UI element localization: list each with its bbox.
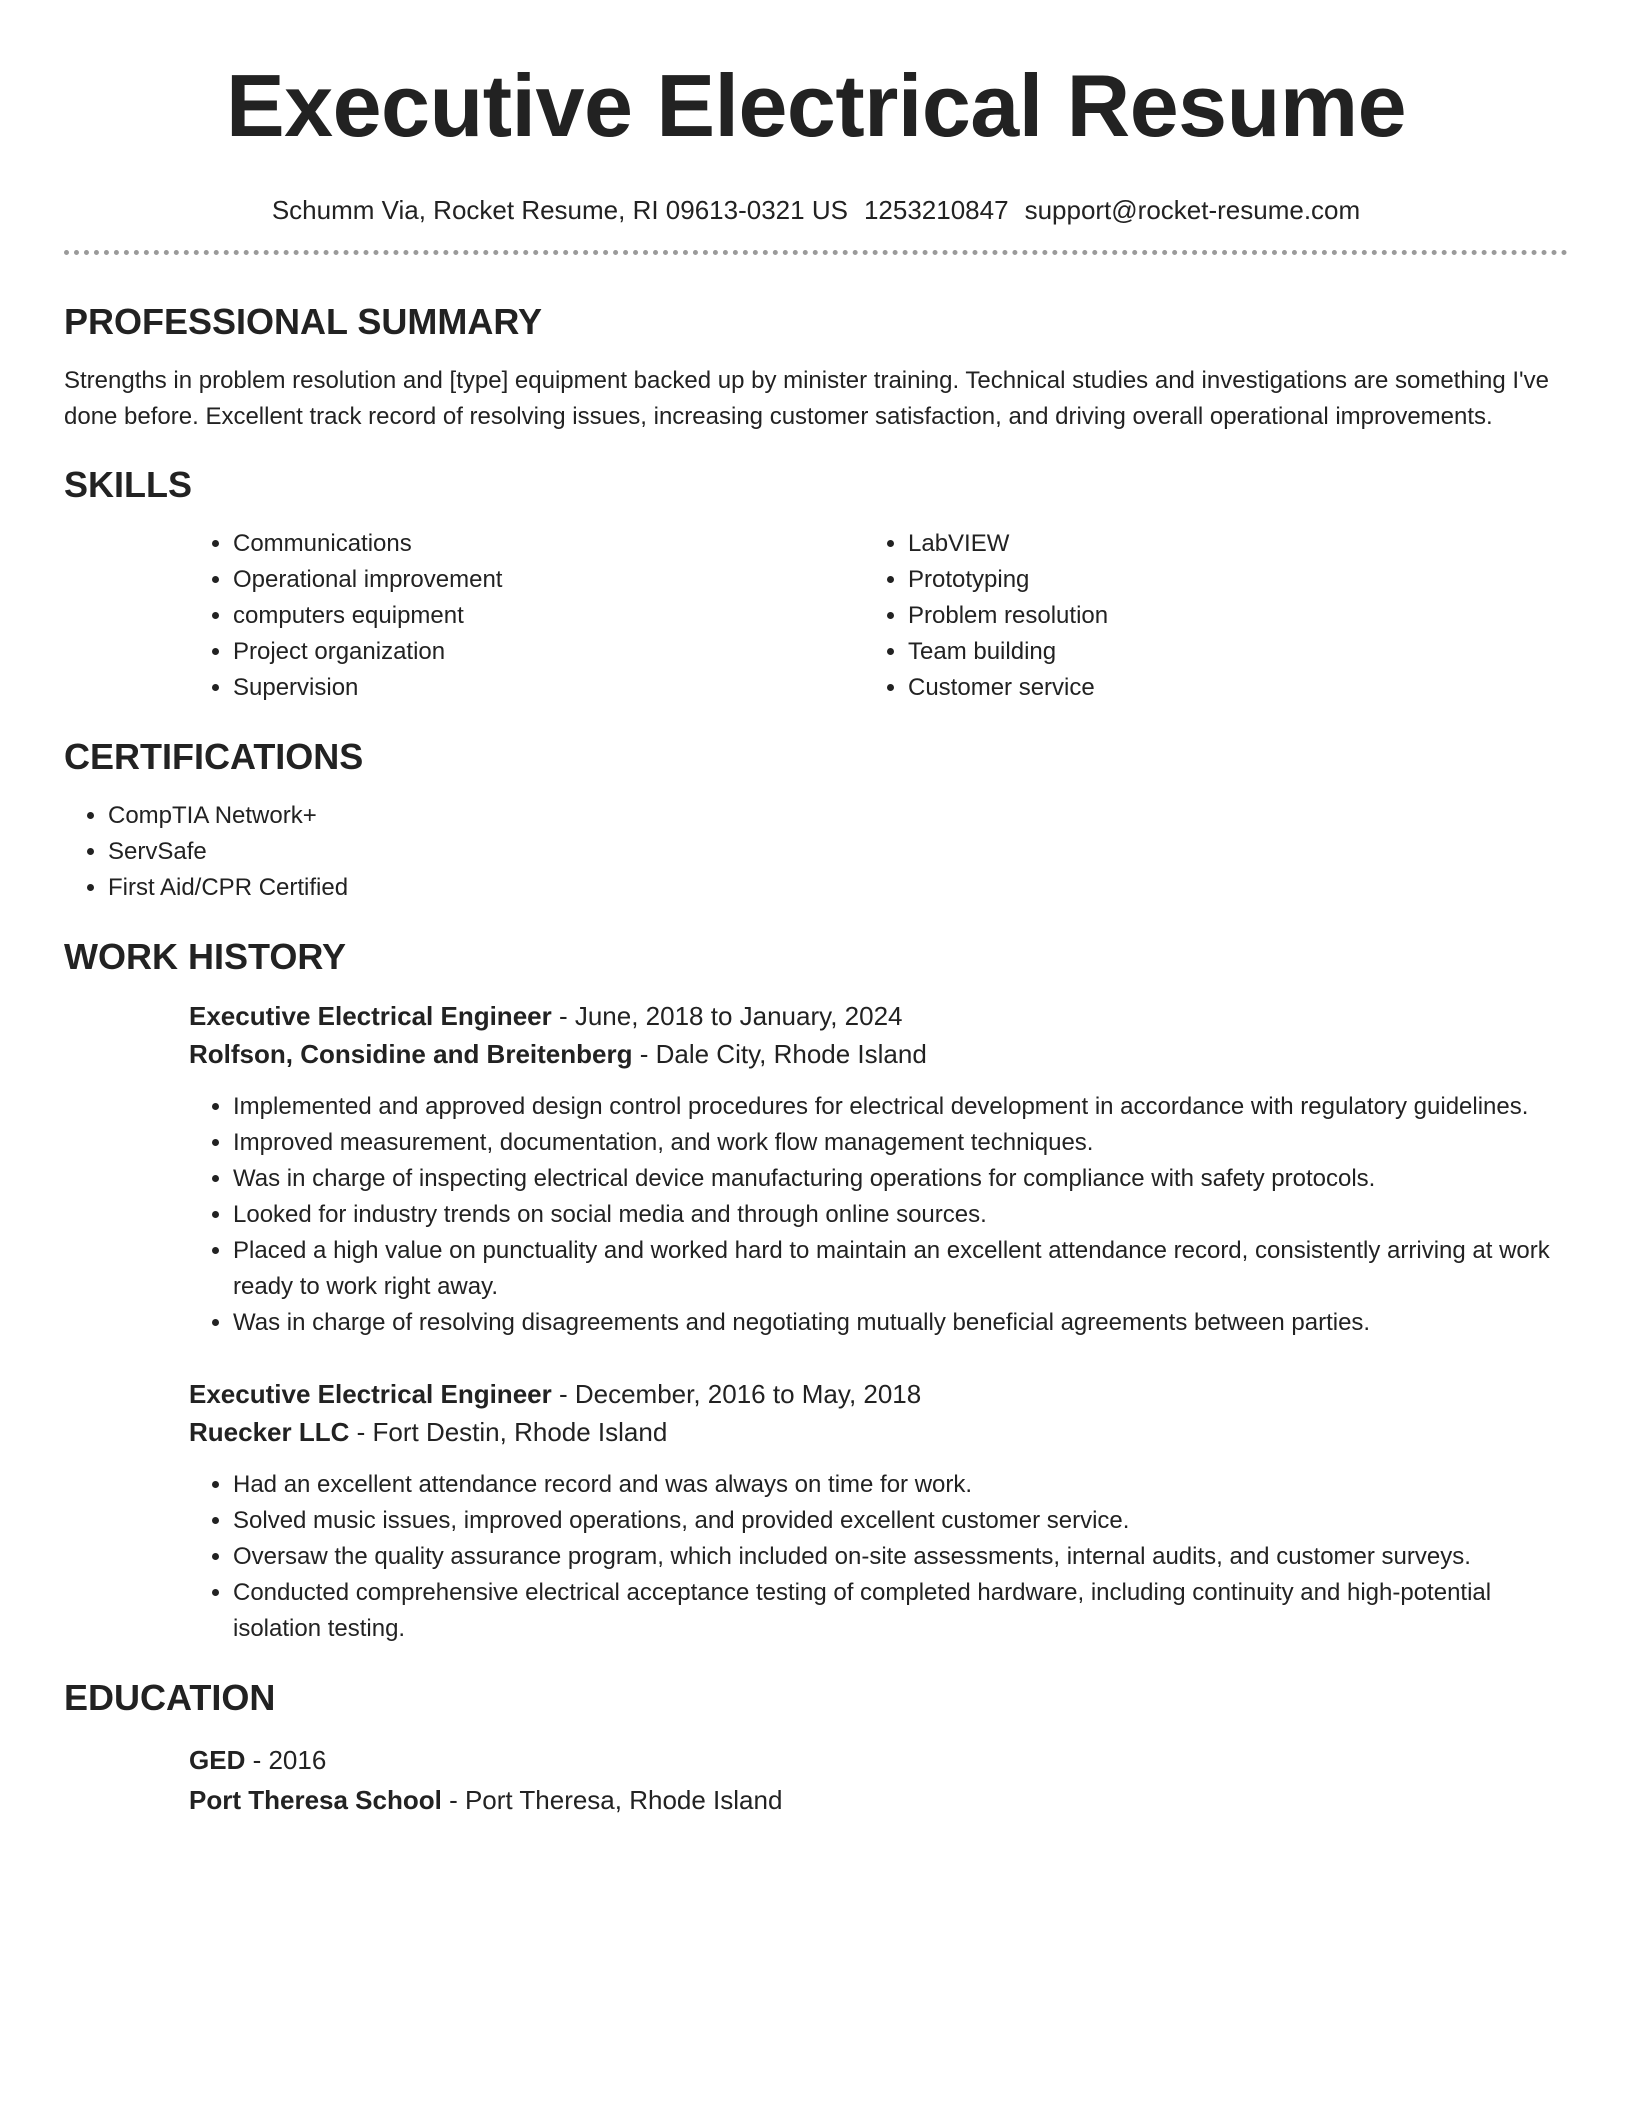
contact-phone: 1253210847 [863, 195, 1009, 225]
education-location: - Port Theresa, Rhode Island [441, 1785, 783, 1815]
certification-item: • ServSafe [108, 834, 1568, 870]
skills-heading: SKILLS [64, 464, 193, 505]
certification-item: • First Aid/CPR Certified [108, 870, 1568, 906]
skills-list-right [864, 526, 1539, 706]
job-duties-list [189, 1467, 1568, 1647]
job-duty-item: • Had an excellent attendance record and was always on time for work. [233, 1467, 1568, 1503]
job-title-line [189, 1375, 1568, 1413]
header-divider [64, 250, 1568, 255]
job-duty-item: • Placed a high value on punctuality and worked hard to maintain an excellent attendance record, consistently arriving at work ready to work right away. [233, 1233, 1568, 1305]
job-title-line [189, 997, 1568, 1035]
job-duty-item: • Conducted comprehensive electrical acceptance testing of completed hardware, including continuity and high-potential isolation testing. [233, 1575, 1568, 1647]
job-title: Executive Electrical Engineer [189, 1001, 552, 1031]
job-duty-item: • Was in charge of resolving disagreements and negotiating mutually beneficial agreements between parties. [233, 1305, 1568, 1341]
job-duty-item: • Looked for industry trends on social media and through online sources. [233, 1197, 1568, 1233]
job-location: - Fort Destin, Rhode Island [349, 1417, 668, 1447]
skills-grid [189, 526, 1568, 706]
job-location: - Dale City, Rhode Island [632, 1039, 927, 1069]
certification-item: • CompTIA Network+ [108, 798, 1568, 834]
contact-email: support@rocket-resume.com [1024, 195, 1361, 225]
education-school-line [189, 1780, 1568, 1820]
summary-section [64, 300, 1568, 435]
education-entry [189, 1740, 1568, 1820]
job-duty-item: • Oversaw the quality assurance program, which included on-site assessments, internal audits, and customer surveys. [233, 1539, 1568, 1575]
summary-text: Strengths in problem resolution and [type] equipment backed up by minister training. Technical studies and investigations are something I've done before. Excellent track record of resolving issues, increasing customer satisfaction, and driving overall operational improvements. [64, 367, 1549, 430]
job-duty-item: • Solved music issues, improved operations, and provided excellent customer service. [233, 1503, 1568, 1539]
job-company-line [189, 1413, 1568, 1451]
education-section [64, 1676, 1568, 1820]
job-company: Rolfson, Considine and Breitenberg [189, 1039, 633, 1069]
work-history-heading: WORK HISTORY [64, 936, 347, 977]
skill-item: • Customer service [908, 670, 1539, 706]
job-dates: - June, 2018 to January, 2024 [551, 1001, 903, 1031]
skill-item: • Supervision [233, 670, 864, 706]
certifications-section [64, 735, 1568, 906]
job-entry [189, 1375, 1568, 1647]
skill-item: • LabVIEW [908, 526, 1539, 562]
skill-item: • Operational improvement [233, 562, 864, 598]
work-history-section [64, 935, 1568, 1647]
skill-item: • Team building [908, 634, 1539, 670]
skills-section [64, 463, 1568, 706]
job-company: Ruecker LLC [189, 1417, 350, 1447]
education-degree: GED [189, 1745, 246, 1775]
job-duties-list [189, 1089, 1568, 1341]
job-company-line [189, 1035, 1568, 1073]
job-duty-item: • Improved measurement, documentation, and work flow management techniques. [233, 1125, 1568, 1161]
education-degree-line [189, 1740, 1568, 1780]
skill-item: • Problem resolution [908, 598, 1539, 634]
job-dates: - December, 2016 to May, 2018 [551, 1379, 922, 1409]
certifications-heading: CERTIFICATIONS [64, 736, 364, 777]
skills-list-left [189, 526, 864, 706]
skill-item: • Prototyping [908, 562, 1539, 598]
certifications-list [64, 798, 1568, 906]
contact-line [64, 194, 1568, 226]
education-year: - 2016 [245, 1745, 327, 1775]
education-heading: EDUCATION [64, 1677, 276, 1718]
skill-item: • Communications [233, 526, 864, 562]
job-title: Executive Electrical Engineer [189, 1379, 552, 1409]
job-duty-item: • Was in charge of inspecting electrical device manufacturing operations for compliance with safety protocols. [233, 1161, 1568, 1197]
job-entry [189, 997, 1568, 1341]
education-school: Port Theresa School [189, 1785, 442, 1815]
resume-title: Executive Electrical Resume [225, 56, 1407, 155]
contact-address: Schumm Via, Rocket Resume, RI 09613-0321 US [271, 195, 848, 225]
skill-item: • Project organization [233, 634, 864, 670]
skills-column-left [189, 526, 864, 706]
skills-column-right [864, 526, 1539, 706]
summary-heading: PROFESSIONAL SUMMARY [64, 301, 543, 342]
skill-item: • computers equipment [233, 598, 864, 634]
job-duty-item: • Implemented and approved design control procedures for electrical development in accordance with regulatory guidelines. [233, 1089, 1568, 1125]
